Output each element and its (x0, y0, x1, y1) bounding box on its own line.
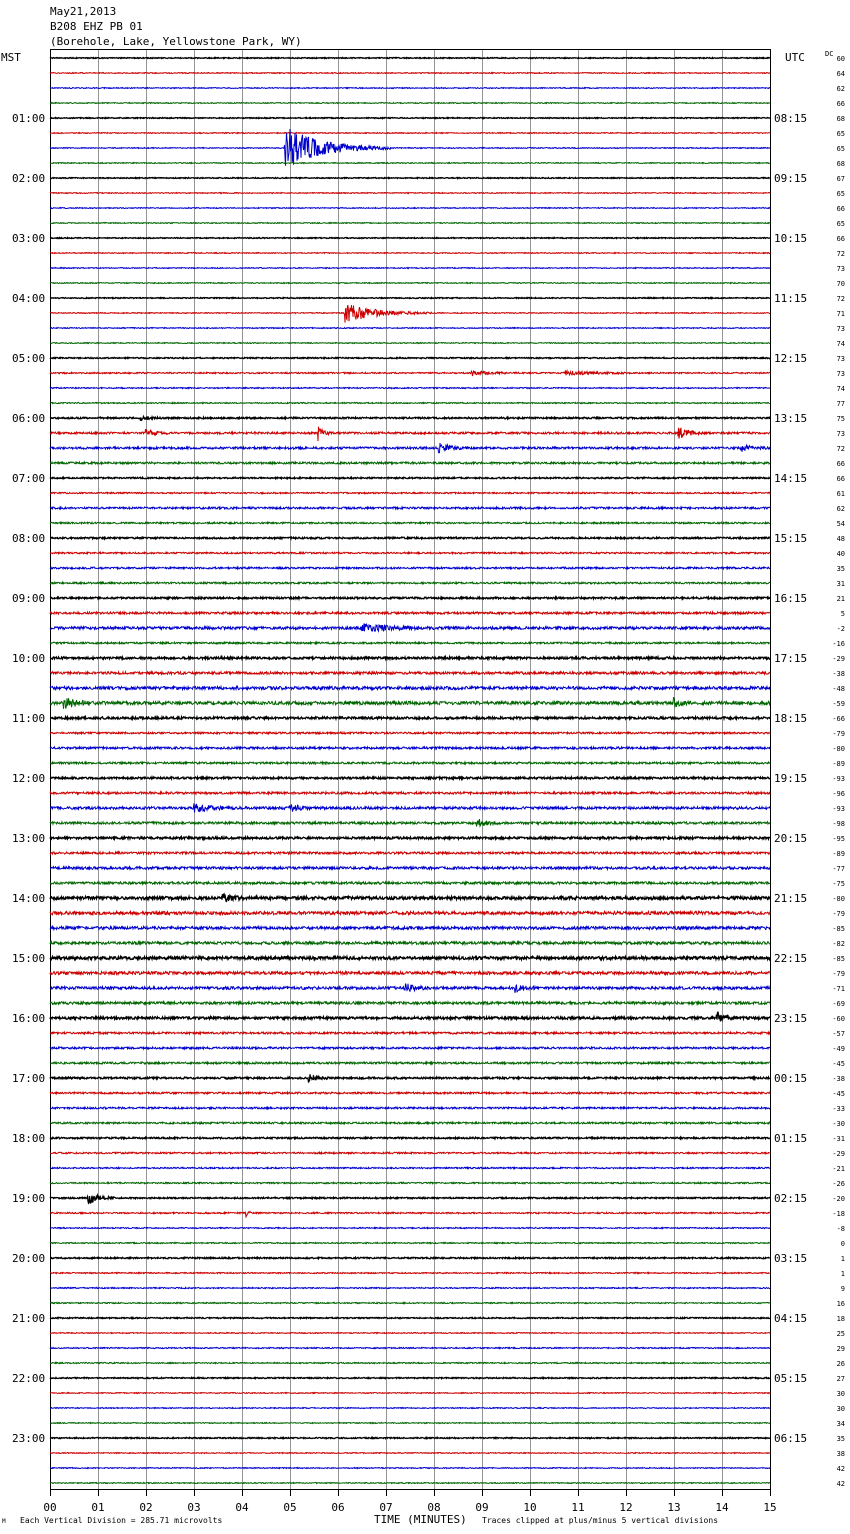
trace-line-10 (50, 208, 770, 209)
dc-offset-label: 66 (836, 235, 845, 243)
left-timezone-label: MST (1, 51, 21, 64)
dc-offset-label: -80 (832, 745, 845, 753)
dc-offset-label: 29 (836, 1345, 845, 1353)
trace-line-91 (50, 1423, 770, 1424)
right-hour-label: 15:15 (774, 532, 808, 545)
right-hour-label: 18:15 (774, 712, 808, 725)
trace-line-9 (50, 193, 770, 194)
trace-line-71 (50, 1122, 770, 1124)
scale-note: Each Vertical Division = 285.71 microvolts (20, 1516, 223, 1525)
dc-offset-label: 25 (836, 1330, 845, 1338)
trace-lines (50, 58, 770, 1484)
dc-offset-label: -96 (832, 790, 845, 798)
trace-line-83 (50, 1302, 770, 1303)
dc-offset-label: -93 (832, 805, 845, 813)
right-hour-label: 09:15 (774, 172, 808, 185)
left-hour-label: 17:00 (12, 1072, 46, 1085)
right-hour-label: 00:15 (774, 1072, 808, 1085)
left-hour-label: 14:00 (12, 892, 46, 905)
right-hour-label: 04:15 (774, 1312, 808, 1325)
dc-offset-label: 75 (836, 415, 845, 423)
trace-line-35 (50, 582, 770, 584)
dc-offset-label: 31 (836, 580, 845, 588)
dc-offset-label: 67 (836, 175, 845, 183)
right-hour-label: 02:15 (774, 1192, 808, 1205)
trace-line-14 (50, 268, 770, 269)
x-tick-label: 12 (619, 1501, 633, 1514)
x-tick-label: 03 (187, 1501, 201, 1514)
trace-line-70 (50, 1107, 770, 1109)
trace-line-42 (50, 686, 770, 689)
x-tick-label: 11 (571, 1501, 585, 1514)
trace-line-55 (50, 882, 770, 884)
trace-line-56 (50, 894, 770, 901)
dc-offset-label: -89 (832, 850, 845, 858)
right-hour-label: 10:15 (774, 232, 808, 245)
trace-line-62 (50, 984, 770, 993)
right-hour-labels (774, 112, 807, 1445)
dc-offset-label: 73 (836, 355, 845, 363)
trace-line-41 (50, 672, 770, 675)
trace-line-36 (50, 597, 770, 599)
dc-offset-label: 1 (840, 1270, 845, 1278)
trace-line-26 (50, 443, 770, 453)
dc-offset-label: 61 (836, 490, 845, 498)
dc-offset-label: 72 (836, 250, 845, 258)
trace-line-57 (50, 911, 770, 914)
x-tick-label: 08 (427, 1501, 441, 1514)
trace-line-24 (50, 416, 770, 421)
trace-line-82 (50, 1287, 770, 1288)
left-hour-label: 06:00 (12, 412, 46, 425)
trace-line-30 (50, 507, 770, 509)
trace-line-49 (50, 792, 770, 794)
dc-offset-label: -38 (832, 670, 845, 678)
trace-line-89 (50, 1393, 770, 1394)
dc-offset-label: -48 (832, 685, 845, 693)
dc-offset-label: 64 (836, 70, 845, 78)
trace-line-64 (50, 1012, 770, 1021)
dc-offset-label: 35 (836, 565, 845, 573)
dc-offset-label: 66 (836, 460, 845, 468)
dc-offset-label: -59 (832, 700, 845, 708)
trace-line-1 (50, 73, 770, 74)
trace-line-95 (50, 1483, 770, 1484)
trace-line-69 (50, 1092, 770, 1094)
dc-offset-label: -75 (832, 880, 845, 888)
dc-offset-label: 30 (836, 1405, 845, 1413)
trace-line-39 (50, 642, 770, 644)
dc-offset-label: -60 (832, 1015, 845, 1023)
dc-offset-label: -85 (832, 955, 845, 963)
dc-offset-label: 54 (836, 520, 845, 528)
dc-offset-label: -16 (832, 640, 845, 648)
x-tick-label: 01 (91, 1501, 105, 1514)
dc-offset-label: 71 (836, 310, 845, 318)
trace-line-7 (50, 163, 770, 164)
dc-offset-label: 65 (836, 145, 845, 153)
dc-offset-label: -31 (832, 1135, 845, 1143)
trace-line-28 (50, 477, 770, 478)
x-tick-label: 14 (715, 1501, 729, 1514)
dc-offset-label: -8 (836, 1225, 845, 1233)
x-tick-label: 05 (283, 1501, 297, 1514)
right-hour-label: 14:15 (774, 472, 808, 485)
x-tick-label: 13 (667, 1501, 681, 1514)
dc-offset-label: 1 (840, 1255, 845, 1263)
dc-offset-label: 26 (836, 1360, 845, 1368)
dc-offset-label: -18 (832, 1210, 845, 1218)
dc-offset-label: -98 (832, 820, 845, 828)
trace-line-44 (50, 717, 770, 719)
dc-offset-label: 34 (836, 1420, 845, 1428)
dc-offset-label: 74 (836, 340, 845, 348)
right-hour-label: 01:15 (774, 1132, 808, 1145)
left-hour-label: 23:00 (12, 1432, 46, 1445)
dc-offset-label: 27 (836, 1375, 845, 1383)
dc-offset-label: -80 (832, 895, 845, 903)
trace-line-74 (50, 1167, 770, 1168)
right-hour-label: 13:15 (774, 412, 808, 425)
trace-line-45 (50, 732, 770, 734)
x-axis-title: TIME (MINUTES) (374, 1513, 467, 1526)
dc-offset-label: -79 (832, 970, 845, 978)
trace-line-72 (50, 1137, 770, 1139)
trace-line-18 (50, 328, 770, 329)
dc-offset-label: 5 (840, 610, 845, 618)
right-hour-label: 20:15 (774, 832, 808, 845)
trace-line-94 (50, 1468, 770, 1469)
plot-date: May21,2013 (50, 5, 117, 18)
dc-offset-label: 42 (836, 1465, 845, 1473)
right-hour-label: 22:15 (774, 952, 808, 965)
dc-offset-label: 77 (836, 400, 845, 408)
trace-line-21 (50, 370, 770, 376)
left-hour-label: 16:00 (12, 1012, 46, 1025)
left-hour-label: 18:00 (12, 1132, 46, 1145)
trace-line-73 (50, 1152, 770, 1154)
right-hour-label: 19:15 (774, 772, 808, 785)
left-hour-label: 02:00 (12, 172, 46, 185)
trace-line-66 (50, 1047, 770, 1049)
trace-line-23 (50, 402, 770, 403)
dc-offset-labels (832, 55, 845, 1488)
trace-line-85 (50, 1333, 770, 1334)
trace-line-25 (50, 427, 770, 441)
dc-offset-label: 73 (836, 265, 845, 273)
dc-offset-label: -20 (832, 1195, 845, 1203)
trace-line-53 (50, 852, 770, 854)
right-hour-label: 08:15 (774, 112, 808, 125)
left-hour-label: 07:00 (12, 472, 46, 485)
x-tick-label: 15 (763, 1501, 777, 1514)
dc-offset-label: -29 (832, 655, 845, 663)
trace-line-5 (50, 133, 770, 134)
dc-offset-label: 21 (836, 595, 845, 603)
right-hour-label: 03:15 (774, 1252, 808, 1265)
x-tick-label: 07 (379, 1501, 393, 1514)
dc-offset-label: -79 (832, 910, 845, 918)
dc-offset-label: 9 (840, 1285, 845, 1293)
trace-line-0 (50, 58, 770, 59)
trace-line-50 (50, 803, 770, 812)
dc-offset-label: -2 (836, 625, 845, 633)
left-hour-label: 12:00 (12, 772, 46, 785)
dc-offset-label: 70 (836, 280, 845, 288)
dc-offset-label: 42 (836, 1480, 845, 1488)
trace-line-93 (50, 1453, 770, 1454)
trace-line-37 (50, 612, 770, 614)
trace-line-77 (50, 1211, 770, 1216)
trace-line-54 (50, 867, 770, 870)
dc-offset-label: 35 (836, 1435, 845, 1443)
right-hour-label: 12:15 (774, 352, 808, 365)
dc-offset-label: -45 (832, 1090, 845, 1098)
right-hour-label: 06:15 (774, 1432, 808, 1445)
left-hour-label: 19:00 (12, 1192, 46, 1205)
dc-offset-label: 65 (836, 190, 845, 198)
trace-line-84 (50, 1317, 770, 1318)
trace-line-15 (50, 283, 770, 284)
trace-line-20 (50, 357, 770, 358)
dc-offset-label: -49 (832, 1045, 845, 1053)
x-tick-label: 00 (43, 1501, 57, 1514)
dc-offset-label: -89 (832, 760, 845, 768)
dc-offset-label: -77 (832, 865, 845, 873)
trace-line-88 (50, 1377, 770, 1378)
plot-station: B208 EHZ PB 01 (50, 20, 143, 33)
dc-offset-label: -71 (832, 985, 845, 993)
trace-line-33 (50, 552, 770, 554)
trace-line-90 (50, 1408, 770, 1409)
dc-offset-label: 62 (836, 505, 845, 513)
trace-line-22 (50, 387, 770, 388)
trace-line-8 (50, 178, 770, 179)
trace-line-61 (50, 972, 770, 975)
dc-offset-label: 16 (836, 1300, 845, 1308)
dc-offset-label: -45 (832, 1060, 845, 1068)
trace-line-6 (50, 129, 770, 166)
trace-line-92 (50, 1437, 770, 1438)
trace-line-3 (50, 103, 770, 104)
dc-offset-label: 60 (836, 55, 845, 63)
footer-corner-mark: M (2, 1518, 6, 1525)
dc-header-label: DC (825, 50, 834, 58)
dc-offset-label: -29 (832, 1150, 845, 1158)
dc-offset-label: -33 (832, 1105, 845, 1113)
trace-line-4 (50, 118, 770, 119)
trace-line-2 (50, 88, 770, 89)
dc-offset-label: -85 (832, 925, 845, 933)
dc-offset-label: 0 (840, 1240, 845, 1248)
dc-offset-label: 72 (836, 295, 845, 303)
x-tick-label: 04 (235, 1501, 249, 1514)
left-hour-label: 11:00 (12, 712, 46, 725)
right-hour-label: 11:15 (774, 292, 808, 305)
trace-line-32 (50, 537, 770, 539)
trace-line-38 (50, 623, 770, 631)
trace-line-52 (50, 837, 770, 839)
trace-line-40 (50, 657, 770, 659)
dc-offset-label: 38 (836, 1450, 845, 1458)
right-hour-label: 05:15 (774, 1372, 808, 1385)
trace-line-19 (50, 343, 770, 344)
left-hour-label: 08:00 (12, 532, 46, 545)
x-tick-label: 10 (523, 1501, 537, 1514)
trace-line-29 (50, 492, 770, 493)
left-hour-label: 15:00 (12, 952, 46, 965)
right-hour-label: 23:15 (774, 1012, 808, 1025)
left-hour-label: 13:00 (12, 832, 46, 845)
dc-offset-label: 65 (836, 130, 845, 138)
trace-line-58 (50, 927, 770, 930)
dc-offset-label: 73 (836, 325, 845, 333)
dc-offset-label: -66 (832, 715, 845, 723)
dc-offset-label: 62 (836, 85, 845, 93)
trace-line-76 (50, 1195, 770, 1203)
trace-line-11 (50, 223, 770, 224)
trace-line-65 (50, 1032, 770, 1034)
left-hour-label: 03:00 (12, 232, 46, 245)
dc-offset-label: 48 (836, 535, 845, 543)
dc-offset-label: 66 (836, 205, 845, 213)
trace-line-87 (50, 1362, 770, 1363)
dc-offset-label: -21 (832, 1165, 845, 1173)
trace-line-13 (50, 253, 770, 254)
trace-line-60 (50, 957, 770, 960)
dc-offset-label: -79 (832, 730, 845, 738)
dc-offset-label: -38 (832, 1075, 845, 1083)
trace-line-46 (50, 747, 770, 749)
dc-offset-label: 65 (836, 220, 845, 228)
trace-line-80 (50, 1257, 770, 1258)
trace-line-81 (50, 1272, 770, 1273)
dc-offset-label: 68 (836, 160, 845, 168)
dc-offset-label: 68 (836, 115, 845, 123)
trace-line-43 (50, 698, 770, 709)
left-hour-label: 01:00 (12, 112, 46, 125)
trace-line-16 (50, 298, 770, 299)
left-hour-label: 21:00 (12, 1312, 46, 1325)
dc-offset-label: 40 (836, 550, 845, 558)
trace-line-47 (50, 762, 770, 764)
left-hour-label: 04:00 (12, 292, 46, 305)
dc-offset-label: -57 (832, 1030, 845, 1038)
dc-offset-label: 66 (836, 100, 845, 108)
dc-offset-label: 73 (836, 370, 845, 378)
x-tick-label: 09 (475, 1501, 489, 1514)
left-hour-label: 09:00 (12, 592, 46, 605)
right-hour-label: 21:15 (774, 892, 808, 905)
dc-offset-label: 74 (836, 385, 845, 393)
trace-line-12 (50, 238, 770, 239)
trace-line-68 (50, 1074, 770, 1082)
trace-line-17 (50, 305, 770, 323)
dc-offset-label: 30 (836, 1390, 845, 1398)
left-hour-label: 10:00 (12, 652, 46, 665)
dc-offset-label: 18 (836, 1315, 845, 1323)
dc-offset-label: -30 (832, 1120, 845, 1128)
dc-offset-label: 66 (836, 475, 845, 483)
right-hour-label: 17:15 (774, 652, 808, 665)
right-hour-label: 16:15 (774, 592, 808, 605)
trace-line-27 (50, 462, 770, 464)
clip-note: Traces clipped at plus/minus 5 vertical divisions (482, 1516, 719, 1525)
trace-line-34 (50, 567, 770, 569)
x-tick-label: 02 (139, 1501, 153, 1514)
trace-line-79 (50, 1242, 770, 1243)
trace-line-51 (50, 819, 770, 826)
dc-offset-label: -95 (832, 835, 845, 843)
dc-offset-label: 73 (836, 430, 845, 438)
left-hour-labels (12, 112, 45, 1445)
left-hour-label: 20:00 (12, 1252, 46, 1265)
dc-offset-label: -26 (832, 1180, 845, 1188)
trace-line-86 (50, 1347, 770, 1348)
right-timezone-label: UTC (785, 51, 805, 64)
trace-line-63 (50, 1002, 770, 1005)
x-tick-label: 06 (331, 1501, 345, 1514)
left-hour-label: 22:00 (12, 1372, 46, 1385)
trace-line-59 (50, 942, 770, 945)
trace-line-48 (50, 777, 770, 779)
plot-location: (Borehole, Lake, Yellowstone Park, WY) (50, 35, 302, 48)
trace-line-78 (50, 1227, 770, 1228)
dc-offset-label: -69 (832, 1000, 845, 1008)
trace-line-31 (50, 522, 770, 524)
dc-offset-label: -93 (832, 775, 845, 783)
dc-offset-label: -82 (832, 940, 845, 948)
dc-offset-label: 72 (836, 445, 845, 453)
x-axis-ticks (43, 1489, 776, 1514)
trace-line-67 (50, 1062, 770, 1064)
left-hour-label: 05:00 (12, 352, 46, 365)
trace-line-75 (50, 1182, 770, 1183)
